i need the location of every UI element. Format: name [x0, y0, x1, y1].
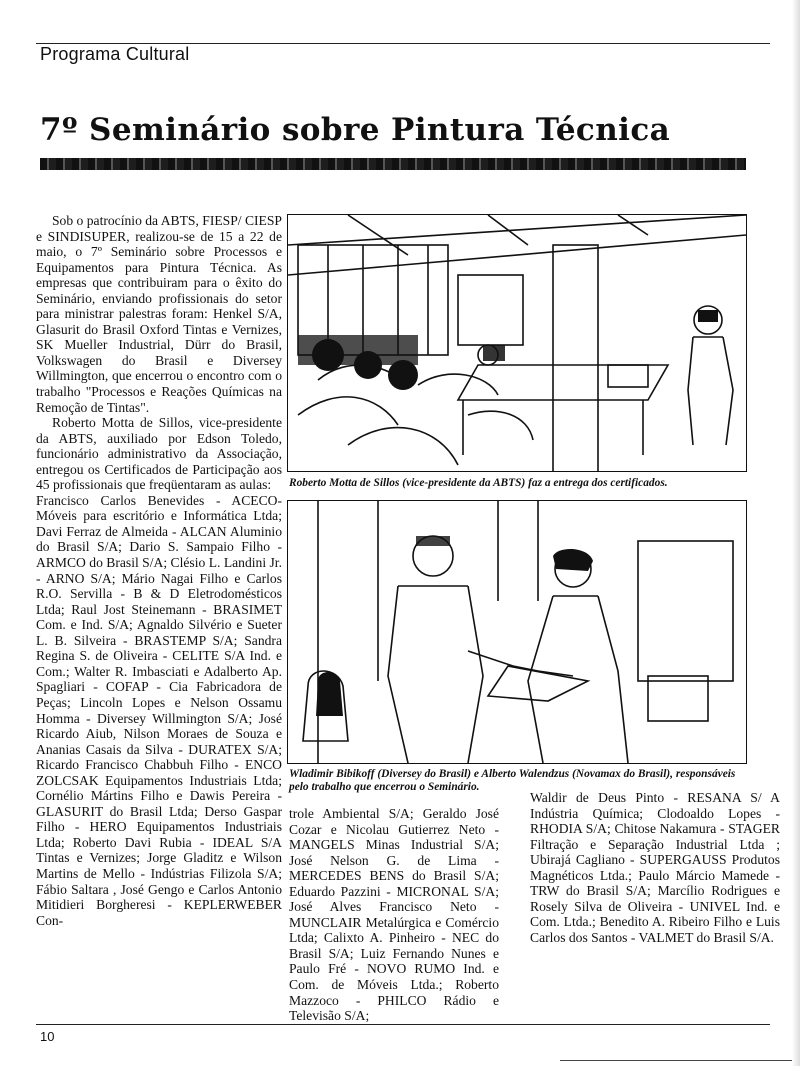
column-3: [530, 790, 780, 945]
column-2: [289, 806, 499, 1024]
article-title: 7º Seminário sobre Pintura Técnica: [40, 112, 671, 148]
page-number: 10: [40, 1029, 55, 1044]
footer-rule-right: [560, 1060, 796, 1061]
caption-photo-2: Wladimir Bibikoff (Diversey do Brasil) e Alberto Walendzus (Novamax do Brasil), responsáveis pelo trabalho que encerrou o Seminário.: [289, 768, 736, 793]
column-1: [36, 213, 282, 928]
handshake-illustration: [288, 501, 746, 763]
title-bar: [40, 158, 746, 170]
paragraph-intro: Sob o patrocínio da ABTS, FIESP/ CIESP e SINDISUPER, realizou-se de 15 a 22 de maio, o 7º Seminário sobre Processos e Equipamentos para Pintura Técnica. As empresas que contribuiram para o êxito do Seminário, enviando profissionais do setor para ministrar palestras foram: Henkel S/A, Glasurit do Brasil Oxford Tintas e Vernizes, SK Mueller Industrial, Dürr do Brasil, Volkswagen do Brasil e Diversey Willmington, que encerrou o encontro com o trabalho "Processos e Reações Químicas na Remoção de Tintas".: [36, 213, 282, 415]
seminar-room-illustration: [288, 215, 746, 471]
page-edge-shadow: [792, 0, 800, 1066]
photo-seminar-room: [287, 214, 747, 472]
caption-photo-1: Roberto Motta de Sillos (vice-presidente da ABTS) faz a entrega dos certificados.: [289, 477, 668, 489]
paragraph-col3: Waldir de Deus Pinto - RESANA S/ A Indústria Química; Clodoaldo Lopes - RHODIA S/A; Chitose Nakamura - STAGER Filtração e Separação Industrial Ltda ; Ubirajá Cagliano - SUPERGAUSS Produtos Magnéticos Ltda.; Paulo Márcio Mamede - TRW do Brasil S/A; Marcílio Rodrigues e Rosely Silva de Oliveira - UNIVEL Ind. e Com. Ltda.; Benedito A. Ribeiro Filho e Luis Carlos dos Santos - VALMET do Brasil S/A.: [530, 790, 780, 945]
section-label: Programa Cultural: [40, 44, 190, 64]
photo-handshake: [287, 500, 747, 764]
paragraph-participants: Francisco Carlos Benevides - ACECO-Móveis para escritório e Informática Ltda; Davi Ferraz de Almeida - ALCAN Aluminio do Brasil S/A; Dario S. Sampaio Filho - ARMCO do Brasil S/A; Clésio L. Landini Jr. - ARNO S/A; Mário Nagai Filho e Carlos R.O. Servilla - B & D Eletrodomésticos Ltda; Raul Jost Steinemann - BRASIMET Com. e Ind. S/A; Agnaldo Silvério e Sueter L. B. Silveira - BRASTEMP S/A; Sandra Regina S. de Oliveira - CELITE S/A Ind. e Com.; Walter R. Imbasciati e Adalberto Ap. Spagliari - COFAP - Cia Fabricadora de Peças; Lincoln Lopes e Nelson Ossamu Homma - Diversey Willmington S/A; José Ricardo Aiub, Nilson Moraes de Souza e Ananias Casais da Silva - DURATEX S/A; Ricardo Francisco Chabbuh Filho - ENCO ZOLCSAK Equipamentos Industriais Ltda; Cornélio Mártins Filho e Dawis Pereira - GLASURIT do Brasil Ltda; Derso Gaspar Filho - HERO Equipamentos Industriais Ltda; Roberto Davi Rubia - IDEAL S/A Tintas e Vernizes; Jorge Gladitz e Wilson Martins de Mello - Indústrias Filizola S/A; Fábio Saltara , José Gengo e Carlos Antonio Mitidieri Borgheresi - KEPLERWEBER Con-: [36, 492, 282, 928]
footer-rule: [36, 1024, 770, 1025]
paragraph-certificates: Roberto Motta de Sillos, vice-presidente da ABTS, auxiliado por Edson Toledo, funcionário administrativo da Associação, entregou os Certificados de Participação aos 45 profissionais que freqüentaram as aulas:: [36, 415, 282, 493]
paragraph-col2: trole Ambiental S/A; Geraldo José Cozar e Nicolau Gutierrez Neto - MANGELS Minas Industrial S/A; José Nelson G. de Lima - MERCEDES BENS do Brasil S/A; Eduardo Pazzini - MICRONAL S/A; José Alves Francisco Neto - MUNCLAIR Metalúrgica e Comércio Ltda; Calixto A. Pinheiro - NEC do Brasil S/A; Luiz Fernando Nunes e Paulo Fré - NOVO RUMO Ind. e Com. de Móveis Ltda.; Roberto Mazzoco - PHILCO Rádio e Televisão S/A;: [289, 806, 499, 1024]
